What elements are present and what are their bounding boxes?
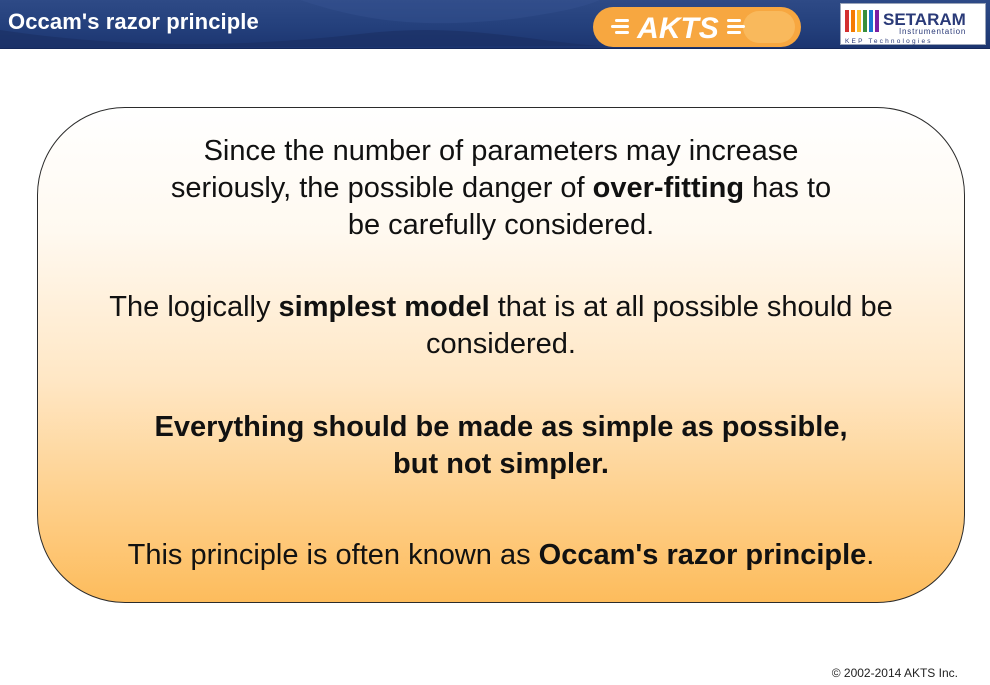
paragraph-line	[38, 170, 964, 207]
quote-line: Everything should be made as simple as possible,	[154, 411, 848, 443]
setaram-bars-icon	[845, 10, 879, 32]
setaram-logo-subtext: Instrumentation	[899, 27, 967, 36]
paragraph-line: Since the number of parameters may increase	[203, 135, 799, 167]
akts-logo	[593, 5, 801, 49]
text-run: .	[866, 539, 875, 571]
setaram-logo-text: SETARAM	[883, 10, 966, 29]
emphasis-over-fitting: over-fitting	[592, 172, 745, 204]
copyright-footer: © 2002-2014 AKTS Inc.	[831, 666, 958, 680]
emphasis-occam: Occam's razor principle	[538, 539, 867, 571]
setaram-logo-tagline: KEP Technologies	[845, 38, 933, 45]
text-run: This principle is often known as	[127, 539, 539, 571]
paragraph-simplest-model	[38, 289, 964, 363]
paragraph-over-fitting	[38, 133, 964, 244]
quote-line: but not simpler.	[393, 448, 609, 480]
setaram-logo	[840, 3, 986, 45]
paragraph-occam	[38, 537, 964, 574]
slide-title: Occam's razor principle	[8, 9, 259, 34]
text-run: that is at all possible should be	[489, 291, 893, 323]
akts-logo-text: AKTS	[637, 12, 719, 45]
text-run: The logically	[109, 291, 279, 323]
paragraph-line: be carefully considered.	[347, 209, 655, 241]
text-run: has to	[744, 172, 832, 204]
text-run: seriously, the possible danger of	[170, 172, 593, 204]
paragraph-quote	[38, 409, 964, 483]
emphasis-simplest-model: simplest model	[278, 291, 490, 323]
header-bar	[0, 0, 990, 49]
content-card	[37, 107, 965, 603]
text-run: considered.	[426, 328, 576, 360]
